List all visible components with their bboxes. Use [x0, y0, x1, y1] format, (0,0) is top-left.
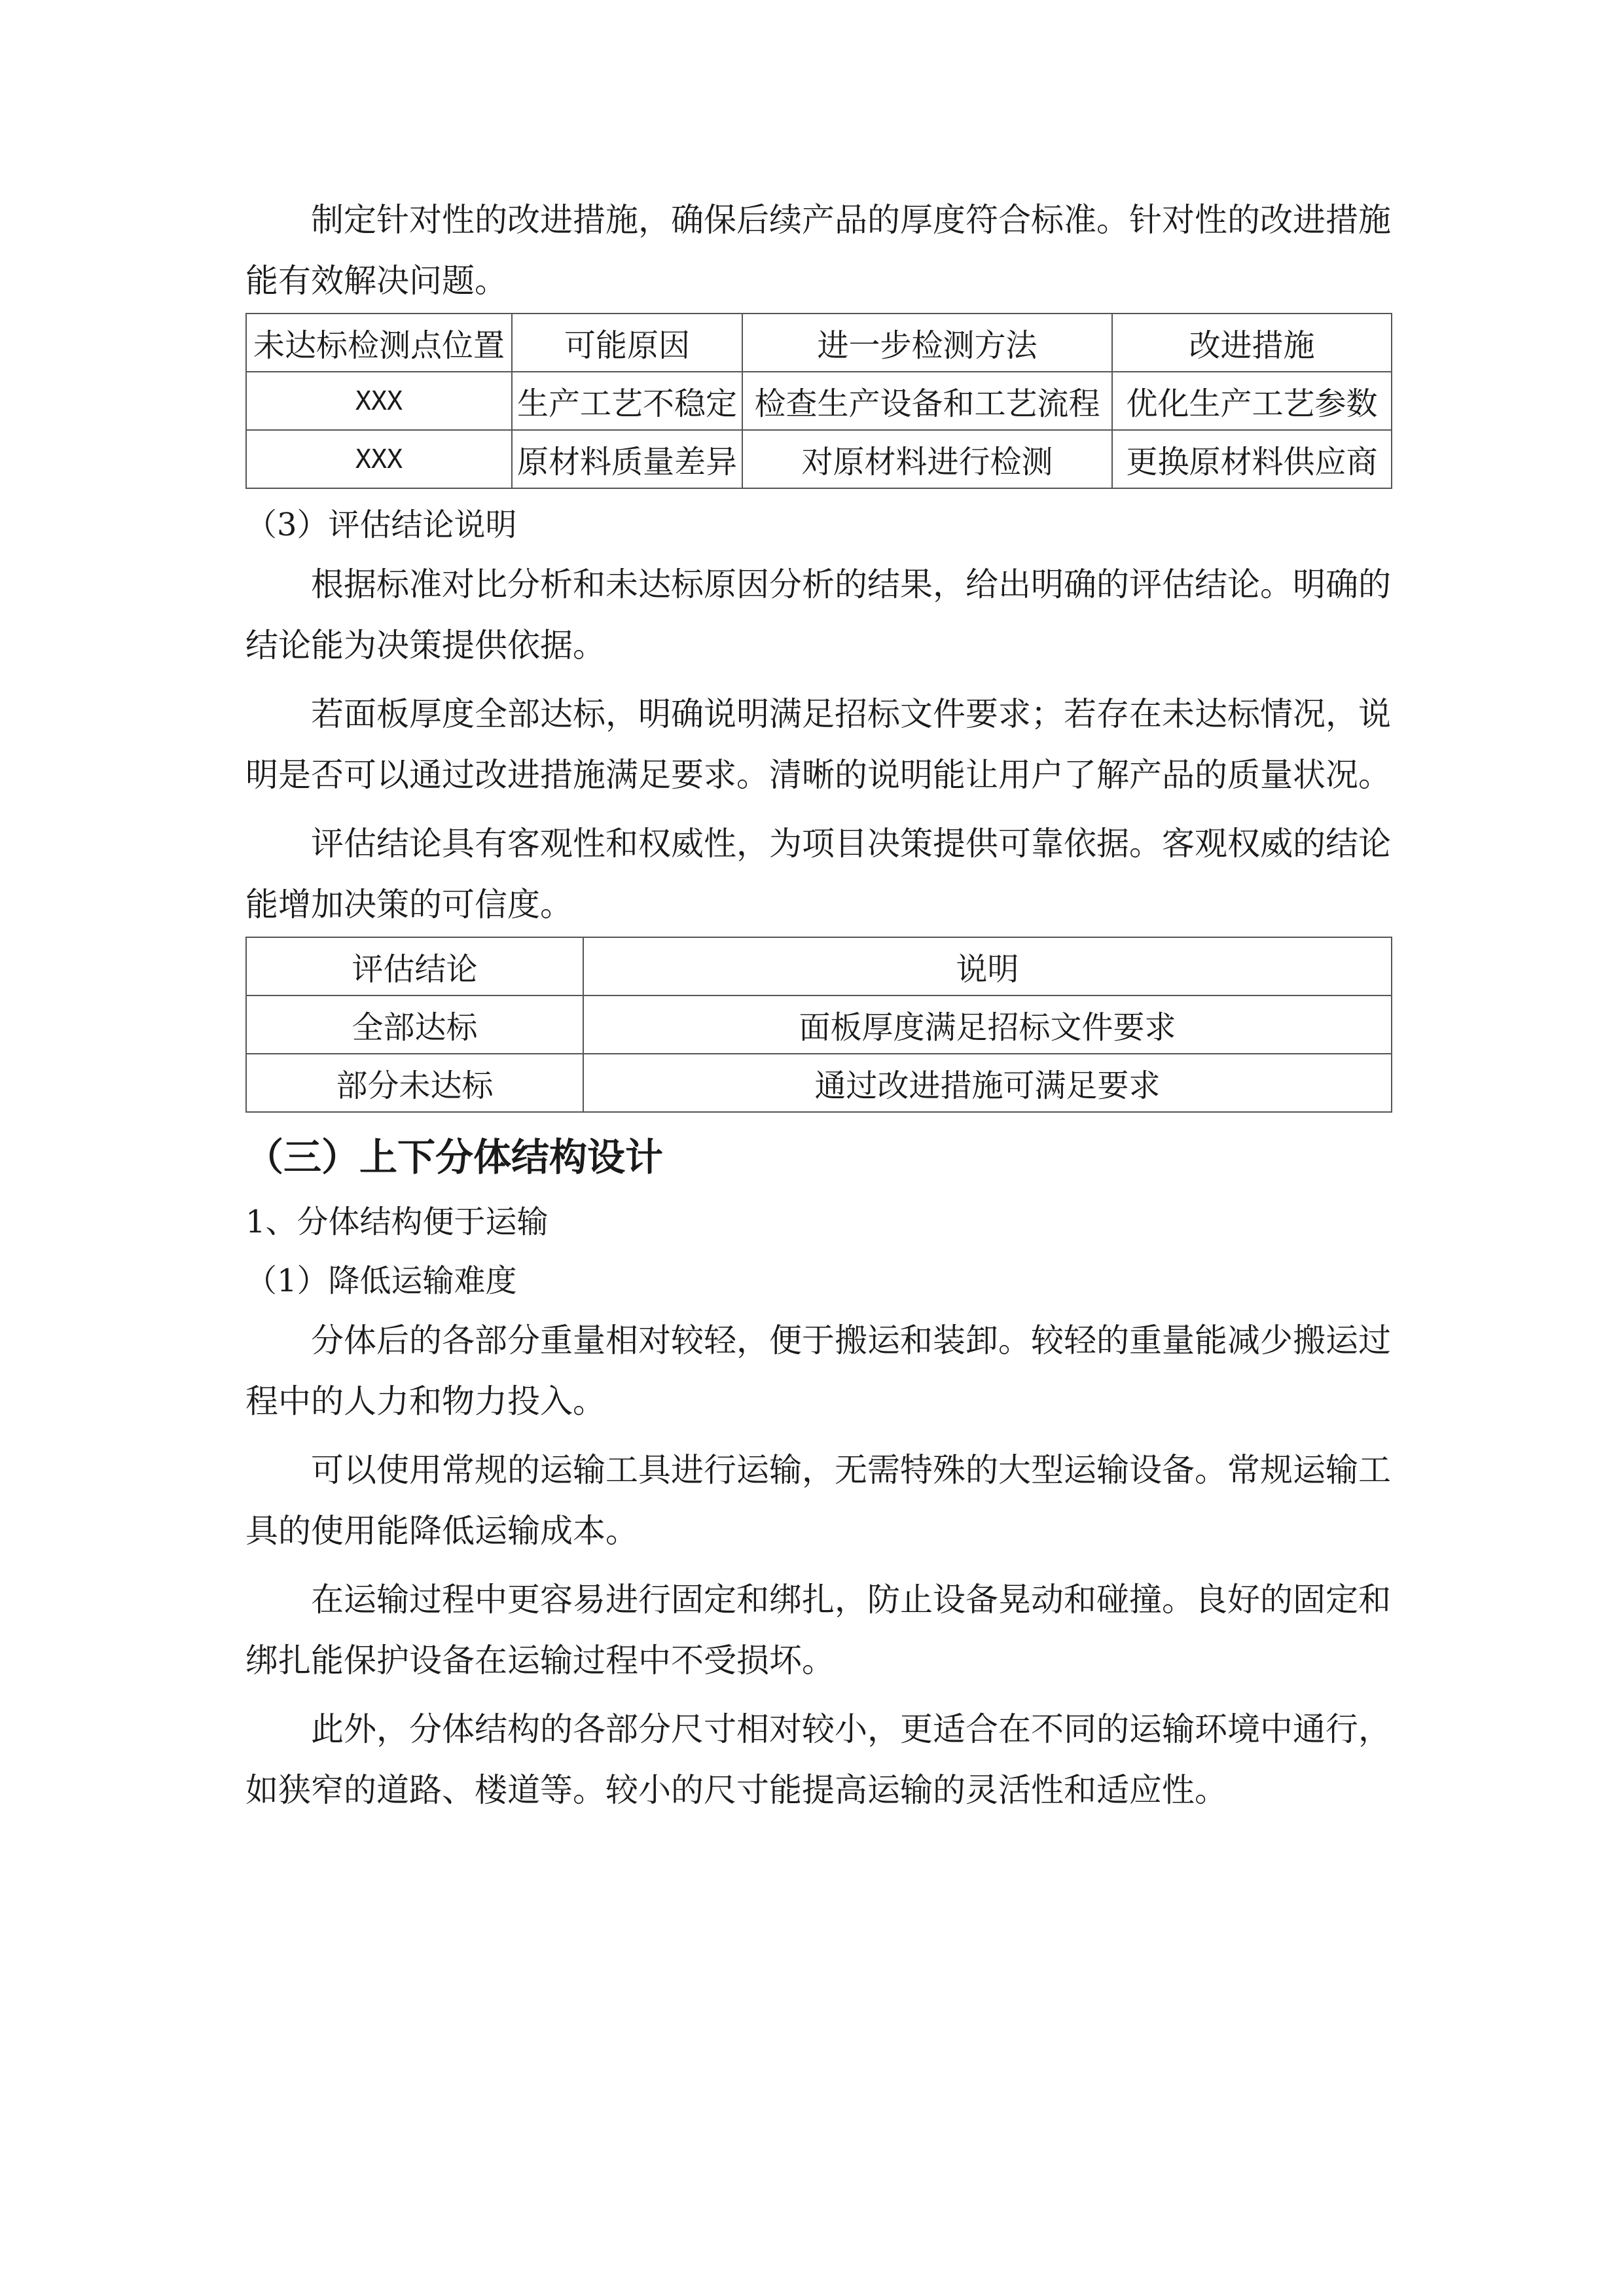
- table-row: [246, 372, 1392, 430]
- table-header-cell: 进一步检测方法: [742, 314, 1112, 372]
- table-cell: 全部达标: [246, 996, 583, 1054]
- subsection-paragraph: 此外，分体结构的各部分尺寸相对较小，更适合在不同的运输环境中通行，如狭窄的道路、楼道等。较小的尺寸能提高运输的灵活性和适应性。: [245, 1710, 1391, 1809]
- section-3-paragraph: 评估结论具有客观性和权威性，为项目决策提供可靠依据。客观权威的结论能增加决策的可信度。: [245, 825, 1391, 924]
- table-header-cell: 评估结论: [246, 937, 583, 996]
- table-header-cell: 说明: [583, 937, 1392, 996]
- table-row: [246, 1054, 1392, 1112]
- table-header-row: [246, 314, 1392, 372]
- section-3-paragraph: 若面板厚度全部达标，明确说明满足招标文件要求；若存在未达标情况，说明是否可以通过改进措施满足要求。清晰的说明能让用户了解产品的质量状况。: [245, 695, 1391, 794]
- chapter-heading: （三）上下分体结构设计: [245, 1135, 664, 1179]
- subsection-paragraph: 可以使用常规的运输工具进行运输，无需特殊的大型运输设备。常规运输工具的使用能降低运输成本。: [245, 1451, 1391, 1550]
- section-3-title: （3）评估结论说明: [245, 507, 517, 543]
- table-cell: 通过改进措施可满足要求: [583, 1054, 1392, 1112]
- table-cell: 原材料质量差异: [512, 430, 742, 488]
- table-cell: 生产工艺不稳定: [512, 372, 742, 430]
- conclusion-table: [245, 937, 1392, 1113]
- table-header-cell: 未达标检测点位置: [246, 314, 512, 372]
- table-cell: 检查生产设备和工艺流程: [742, 372, 1112, 430]
- table-cell: 更换原材料供应商: [1112, 430, 1392, 488]
- table-row: [246, 996, 1392, 1054]
- table-header-cell: 可能原因: [512, 314, 742, 372]
- table-cell: XXX: [246, 372, 512, 430]
- subsection-paragraph: 在运输过程中更容易进行固定和绑扎，防止设备晃动和碰撞。良好的固定和绑扎能保护设备在运输过程中不受损坏。: [245, 1581, 1391, 1679]
- table-cell: XXX: [246, 430, 512, 488]
- table-cell: 面板厚度满足招标文件要求: [583, 996, 1392, 1054]
- section-3-paragraph: 根据标准对比分析和未达标原因分析的结果，给出明确的评估结论。明确的结论能为决策提供依据。: [245, 565, 1391, 664]
- subsection-1-title: 1、分体结构便于运输: [245, 1204, 549, 1240]
- table-row: [246, 430, 1392, 488]
- subsection-1-1-title: （1）降低运输难度: [245, 1263, 517, 1299]
- table-cell: 部分未达标: [246, 1054, 583, 1112]
- table-header-row: [246, 937, 1392, 996]
- subsection-paragraph: 分体后的各部分重量相对较轻，便于搬运和装卸。较轻的重量能减少搬运过程中的人力和物力投入。: [245, 1321, 1391, 1420]
- table-cell: 对原材料进行检测: [742, 430, 1112, 488]
- table-cell: 优化生产工艺参数: [1112, 372, 1392, 430]
- intro-paragraph: 制定针对性的改进措施，确保后续产品的厚度符合标准。针对性的改进措施能有效解决问题。: [245, 201, 1391, 300]
- cause-table: [245, 313, 1392, 489]
- document-page: [245, 190, 1391, 1821]
- table-header-cell: 改进措施: [1112, 314, 1392, 372]
